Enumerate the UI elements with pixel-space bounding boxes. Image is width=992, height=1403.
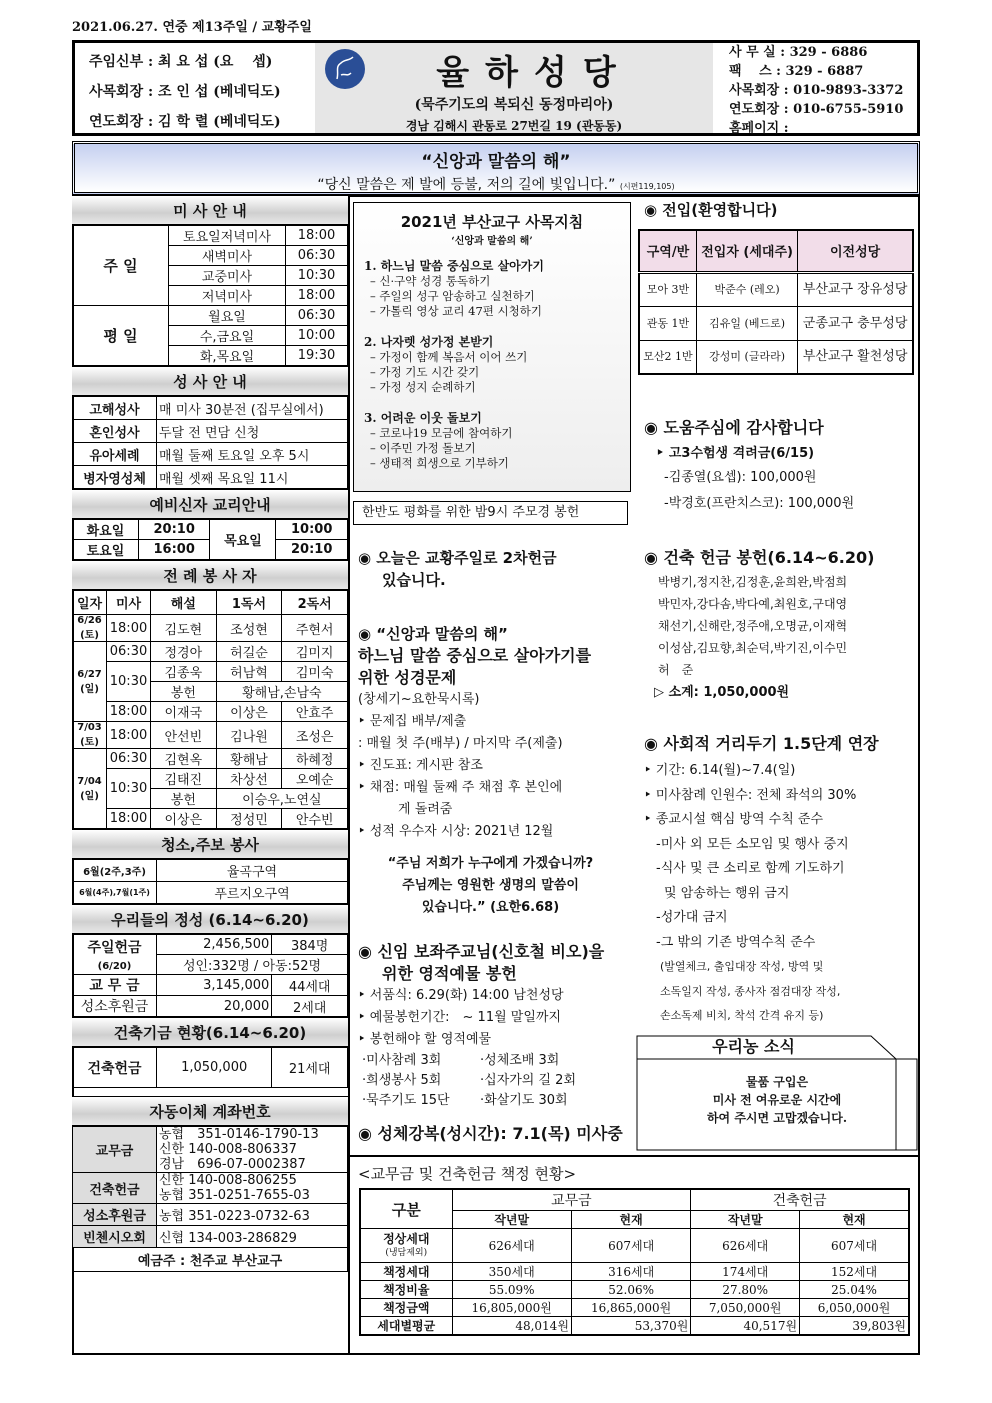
clergy-list [75,43,315,133]
distancing-notice: ◉ 사회적 거리두기 1.5단계 연장 ‣ 기간: 6.14(월)~7.4(일) ‣ 미사참례 인원수: 전체 좌석의 30% ‣ 종교시설 핵심 방역 수칙 준수 -미사 외 모든 소모임 및 행사 중지 -식사 및 큰 소리로 함께 기도하기 및 암송하는 행위 금지 -성가대 금지 -그 밖의 기존 방역수칙 준수 (발열체크, 출입대장 작성, 방역 및 소독일지 작성, 종사자 점검대장 작성, 손소독제 비치, 착석 간격 유지 등) [644,734,879,1022]
catechumen-section-title: 예비신자 교리안내 [72,489,348,519]
building-section-title: 건축기금 현황(6.14~6.20) [72,1017,348,1047]
memorial-president: 연도회장 : 김 학 렬 (베네딕도) [89,114,281,130]
left-column [72,195,350,1355]
sacrament-table: 고해성사 매 미사 30분전 (집무실에서) 혼인성사 두달 전 면담 신청 유아세례 매월 둘째 토요일 오후 5시 병자영성체 매월 셋째 목요일 11시 [72,396,348,489]
assessment-table: 구분 교무금 건축헌금 작년말 현재 작년말 현재 정상세대 (냉담제외) 626세대 607세대 626세대 607세대 책정세대 350세대 316세대 174세대 152세대 책정비율 55.09% 52.06% 27.80% 25.04% 책정금액 16,805,000원 16,865,000원 7,050,000원 6,050,000원 세대별평균 48,014원 53,370원 40,517원 39,803원 [359,1188,910,1336]
church-title-block [315,43,713,133]
council-phone: 사목회장 : 010-9893-3372 [729,83,904,98]
church-address: 경남 김해시 관동로 27번길 19 (관동동) [405,119,623,133]
theme-title: “신앙과 말씀의 해” [421,152,571,172]
farm-news-box [636,1035,918,1151]
offering-section-title: 우리들의 정성 (6.14~6.20) [72,904,348,934]
transfer-table: 구역/반 전입자 (세대주) 이전성당 모아 3반 박준수 (레오) 부산교구 장유성당 관동 1반 김유일 (베드로) 군종교구 충무성당 모산2 1반 강성미 (글라라) 부산교구 활천성당 [638,229,914,375]
accounts-section-title: 자동이체 계좌번호 [72,1096,348,1126]
theme-banner [72,141,920,195]
bible-quiz-notice: ◉ “신앙과 말씀의 해” 하느님 말씀 중심으로 살아가기를 위한 성경문제 (창세기~요한묵시록) ‣ 문제집 배부/제출 : 매월 첫 주(배부) / 마지막 주(제출) ‣ 진도표: 게시판 참조 ‣ 채점: 매월 둘째 주 채점 후 본인에 게 돌려줌 ‣ 성적 우수자 시상: 2021년 12월 “주님 저희가 누구에게 가겠습니까? 주님께는 영원한 생명의 말씀이 있습니다.” (요한6.68) [358,623,623,919]
right-column [636,195,920,1155]
fax: 팩 스 : 329 - 6887 [729,64,864,79]
cleaning-section-title: 청소,주보 봉사 [72,829,348,859]
offering-table: 주일헌금 (6/20) 2,456,500 384명 성인:332명 / 아동:52명 교 무 금 3,145,000 44세대 성소후원금 20,000 2세대 [72,934,348,1017]
spiritual-bouquet-notice: ◉ 신임 보좌주교님(신호철 비오)을 위한 영적예물 봉헌 ‣ 서품식: 6.29(화) 14:00 남천성당 ‣ 예물봉헌기간: ~ 11월 말일까지 ‣ 봉헌해야 할 영적예물 ·미사참례 3회 ·성체조배 3회 ·희생봉사 5회 ·십자가의 길 2회 ·묵주기도 15단 ·화살기도 30회 ◉ 성체강복(성시간): 7.1(목) 미사중 [358,942,623,1143]
contact-list [713,43,917,136]
building-table: 건축헌금 1,050,000 21세대 [72,1047,348,1088]
adoration-notice: ◉ 성체강복(성시간): 7.1(목) 미사중 [358,1124,623,1143]
mass-table: 주 일 토요일저녁미사 18:00 새벽미사 06:30 교중미사 10:30 저녁미사 18:00 평 일 월요일 06:30 수,금요일 10:00 화,목요일 19:30 [72,225,348,366]
church-logo-icon [325,49,365,89]
issue-date-line: 2021.06.27. 연중 제13주일 / 교황주일 [72,20,312,35]
middle-column [350,195,635,1155]
servers-section-title: 전 례 봉 사 자 [72,560,348,590]
cleaning-table: 6월(2주,3주) 율곡구역 6월(4주),7월(1주) 푸르지오구역 [72,859,348,904]
donor-names: 박병기,정지찬,김정훈,윤희완,박점희 박민자,강다솜,박다예,최원호,구대영 채선기,신해란,정주애,오명균,이재혁 이성삼,김묘향,최순덕,박기진,이수민 허 준 [658,575,848,677]
pastor: 주임신부 : 최 요 섭 (요 셉) [89,54,273,70]
council-president: 사목회장 : 조 인 섭 (베네딕도) [89,84,281,100]
header [72,40,920,136]
church-patron: (묵주기도의 복되신 동정마리아) [414,97,614,113]
second-collection-notice: ◉ 오늘은 교황주일로 2차헌금 있습니다. [358,549,557,589]
assessment-section [350,1155,920,1355]
farm-news-title: 우리농 소식 [712,1037,795,1056]
office-phone: 사 무 실 : 329 - 6886 [729,45,868,60]
homepage: 홈페이지 : [729,119,917,157]
mass-section-title: 미 사 안 내 [72,195,348,225]
catechumen-table: 화요일 20:10 목요일 10:00 토요일 16:00 20:10 [72,519,348,560]
farm-news-body: 물품 구입은 미사 전 여유로운 시간에 하여 주시면 고맙겠습니다. [706,1075,848,1125]
john-quote: “주님 저희가 누구에게 가겠습니까? 주님께는 영원한 생명의 말씀이 있습니다.” (요한6.68) [387,856,594,915]
thanks-notice: ◉ 도움주심에 감사합니다 ‣ 고3수험생 격려금(6/15) -김종열(요셉): 100,000원 -박경호(프란치스코): 100,000원 [644,418,855,511]
assessment-title: <교무금 및 건축헌금 책정 현황> [358,1165,577,1183]
transfer-title: ◉ 전입(환영합니다) [644,201,778,219]
sacrament-section-title: 성 사 안 내 [72,366,348,396]
theme-verse: “당신 말씀은 제 발에 등불, 저의 길에 빛입니다.” (시편119,105) [317,177,675,193]
pastoral-guidelines: 2021년 부산교구 사목지침 ‘신앙과 말씀의 해’ 1. 하느님 말씀 중심으로 살아가기 – 신·구약 성경 통독하기 – 주일의 성구 암송하고 실천하기 – 가톨릭 영상 교리 47편 시청하기 2. 나자렛 성가정 본받기 – 가정이 함께 복음서 이어 쓰기 – 가정 기도 시간 갖기 – 가정 성지 순례하기 3. 어려운 이웃 돌보기 – 코로나19 모금에 참여하기 – 이주민 가정 돌보기 – 생태적 희생으로 기부하기 [353,202,631,492]
building-donors-notice: ◉ 건축 헌금 봉헌(6.14~6.20) 박병기,정지찬,김정훈,윤희완,박점희 박민자,강다솜,박다예,최원호,구대영 채선기,신해란,정주애,오명균,이재혁 이성삼,김묘향,최순덕,박기진,이수민 허 준 ▷ 소계: 1,050,000원 [644,548,875,700]
church-name: 율하성당 [436,53,632,93]
accounts-table: 교무금 농협 351-0146-1790-13 신한 140-008-806337 경남 696-07-0002387 건축헌금 신한 140-008-806255 농협 351-0251-7655-03 성소후원금 농협 351-0223-0732-63 빈첸시오회 신협 134-003-286829 예금주 : 천주교 부산교구 [72,1126,348,1272]
memorial-phone: 연도회장 : 010-6755-5910 [729,102,904,117]
spiritual-gifts-list: ·미사참례 3회 ·성체조배 3회 ·희생봉사 5회 ·십자가의 길 2회 ·묵주기도 15단 ·화살기도 30회 [362,1053,577,1108]
peace-prayer-box: 한반도 평화를 위한 밤9시 주모경 봉헌 [353,501,628,525]
servers-table: 일자 미사 해설 1독서 2독서 6/26 (토) 18:00 김도현 조성현 주현서 6/27 (일) 06:30 정경아 허길순 김미지 10:30 김종욱 허남혁 김미숙 봉헌 황해남,손남숙 18:00 이재국 이상은 안효주 7/03 (토) 18:00 안선빈 김나원 조성은 7/04 (일) 06:30 김현옥 황해남 하혜정 10:30 김태진 차상선 오예순 봉헌 이승우,노연실 18:00 이상은 정성민 안수빈 [72,590,348,829]
